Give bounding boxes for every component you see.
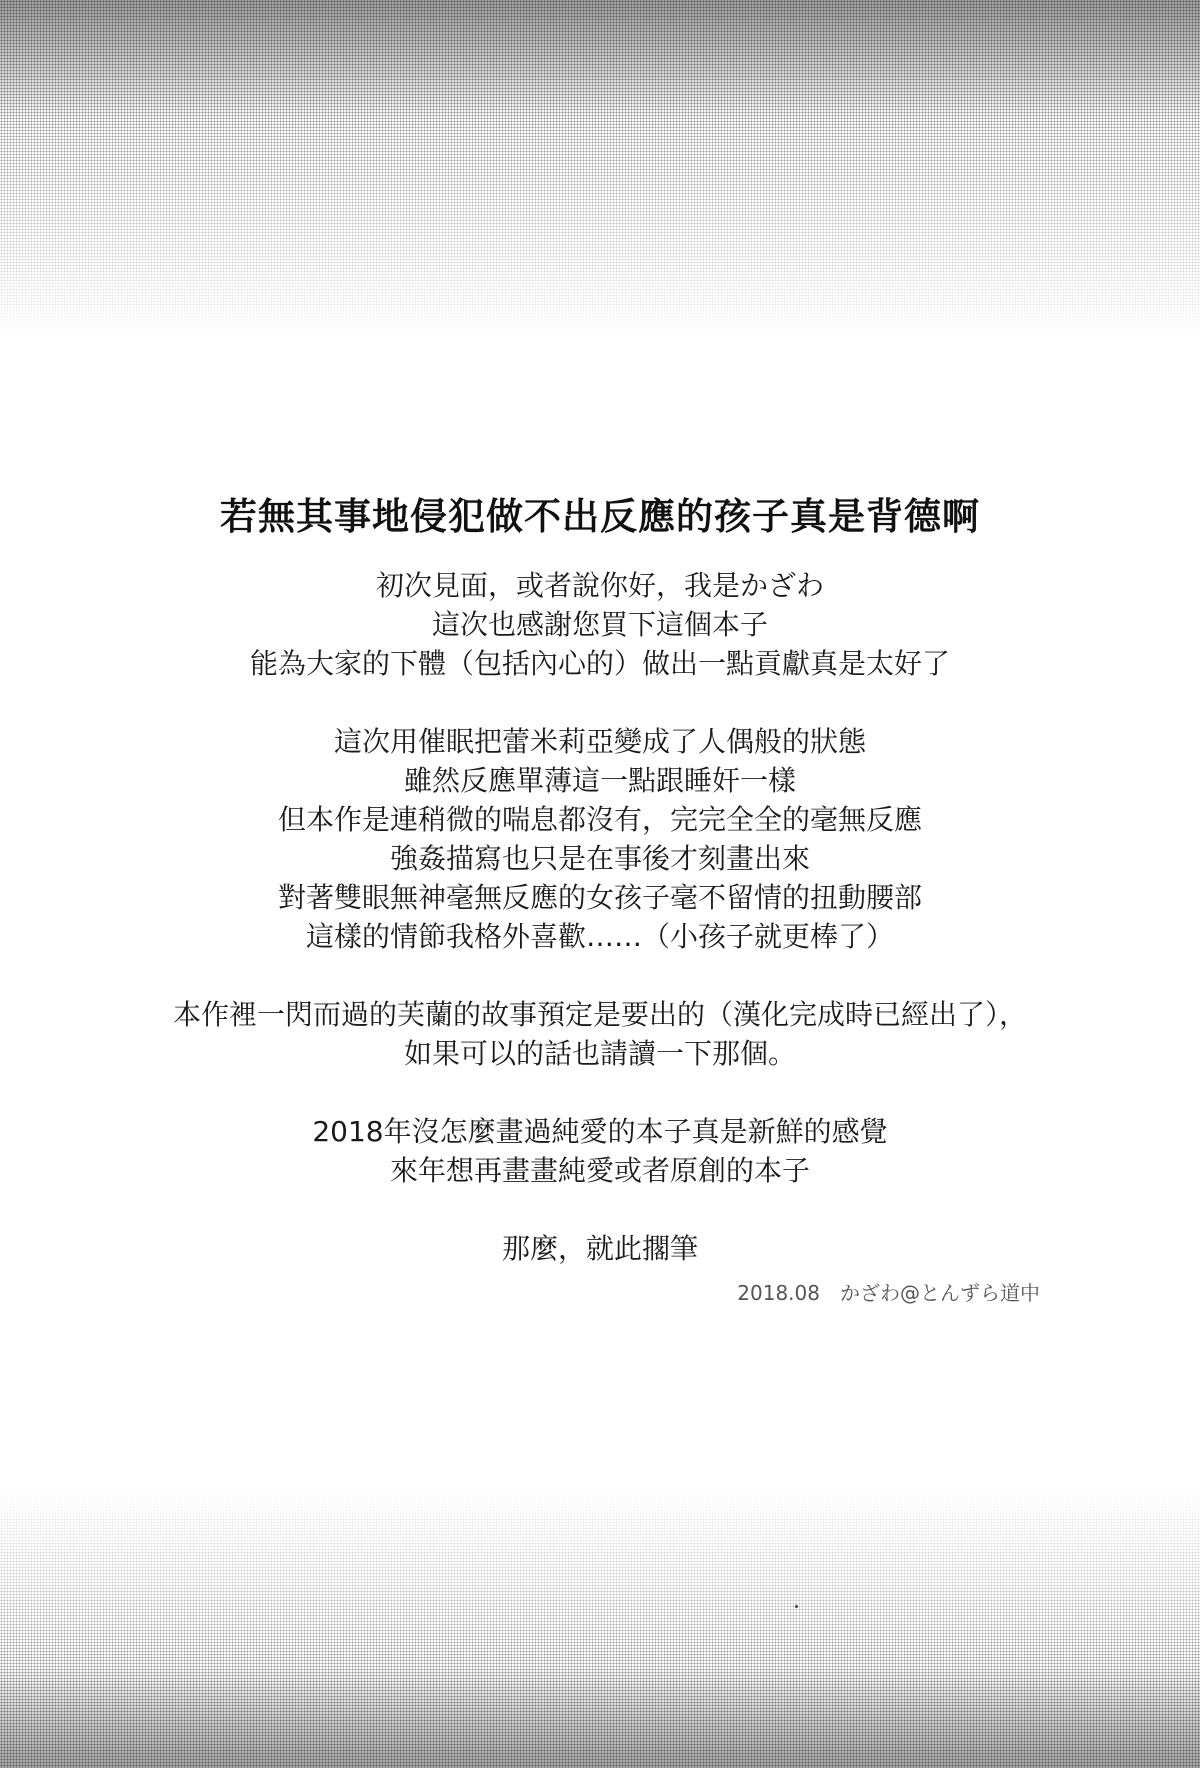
text-line: 本作裡一閃而過的芙蘭的故事預定是要出的（漢化完成時已經出了）， xyxy=(172,998,1027,1031)
text-line: 能為大家的下體（包括內心的）做出一點貢獻真是太好了 xyxy=(249,647,950,680)
paragraph-closing xyxy=(0,1229,1200,1268)
text-line: 如果可以的話也請讀一下那個。 xyxy=(403,1037,796,1070)
text-line: 雖然反應單薄這一點跟睡奸一樣 xyxy=(403,764,796,797)
text-line: 強姦描寫也只是在事後才刻畫出來 xyxy=(389,842,810,875)
top-shading xyxy=(0,0,1200,120)
text-line: 2018年沒怎麼畫過純愛的本子真是新鮮的感覺 xyxy=(312,1115,888,1148)
bottom-shading xyxy=(0,1668,1200,1768)
text-line: 對著雙眼無神毫無反應的女孩子毫不留情的扭動腰部 xyxy=(277,881,922,914)
text-line: 這樣的情節我格外喜歡……（小孩子就更棒了） xyxy=(305,920,894,953)
text-line: 那麼，就此擱筆 xyxy=(501,1232,698,1265)
paragraph-greeting xyxy=(0,566,1200,683)
afterword-title: 若無其事地侵犯做不出反應的孩子真是背德啊 xyxy=(220,494,980,538)
print-speck xyxy=(795,1605,798,1608)
text-line: 但本作是連稍微的喘息都沒有，完完全全的毫無反應 xyxy=(277,803,922,836)
text-line: 這次也感謝您買下這個本子 xyxy=(431,608,768,641)
signature: 2018.08 かざわ@とんずら道中 xyxy=(737,1281,1040,1305)
paragraph-plans xyxy=(0,1112,1200,1190)
text-line: 初次見面，或者說你好，我是かざわ xyxy=(375,569,824,602)
paragraph-content xyxy=(0,722,1200,956)
text-line: 這次用催眠把蕾米莉亞變成了人偶般的狀態 xyxy=(333,725,866,758)
text-line: 來年想再畫畫純愛或者原創的本子 xyxy=(389,1154,810,1187)
paragraph-next-book xyxy=(0,995,1200,1073)
afterword-body xyxy=(0,566,1200,1307)
